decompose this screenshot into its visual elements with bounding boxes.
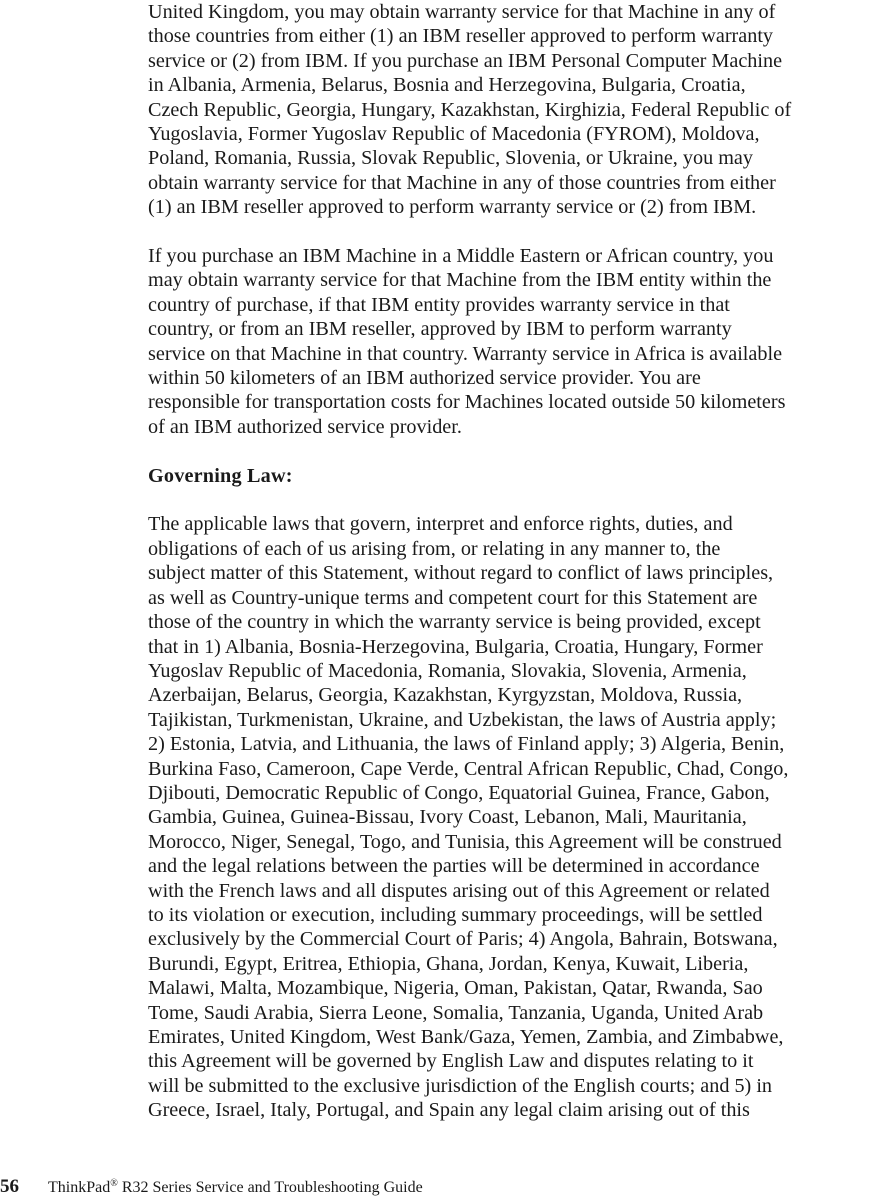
text-line: obligations of each of us arising from, or relating in any manner to, the <box>148 537 721 560</box>
text-line: Greece, Israel, Italy, Portugal, and Spain any legal claim arising out of this <box>148 1099 750 1122</box>
text-line: within 50 kilometers of an IBM authorized service provider. You are <box>148 367 701 390</box>
registered-mark: ® <box>110 1178 118 1189</box>
text-line: with the French laws and all disputes arising out of this Agreement or related <box>148 879 770 902</box>
text-line: Azerbaijan, Belarus, Georgia, Kazakhstan, Kyrgyzstan, Moldova, Russia, <box>148 684 743 707</box>
text-line: Tome, Saudi Arabia, Sierra Leone, Somalia, Tanzania, Uganda, United Arab <box>148 1001 764 1024</box>
text-line: that in 1) Albania, Bosnia-Herzegovina, Bulgaria, Croatia, Hungary, Former <box>148 635 763 658</box>
text-line: 2) Estonia, Latvia, and Lithuania, the laws of Finland apply; 3) Algeria, Benin, <box>148 733 785 756</box>
text-line: The applicable laws that govern, interpret and enforce rights, duties, and <box>148 513 733 536</box>
text-line: If you purchase an IBM Machine in a Middle Eastern or African country, you <box>148 245 774 268</box>
text-line: Burundi, Egypt, Eritrea, Ethiopia, Ghana, Jordan, Kenya, Kuwait, Liberia, <box>148 952 749 975</box>
text-line: country, or from an IBM reseller, approved by IBM to perform warranty <box>148 318 732 341</box>
text-line: Tajikistan, Turkmenistan, Ukraine, and Uzbekistan, the laws of Austria apply; <box>148 708 777 731</box>
text-line: Burkina Faso, Cameroon, Cape Verde, Central African Republic, Chad, Congo, <box>148 757 789 780</box>
paragraph-spacer <box>148 220 885 244</box>
text-line: in Albania, Armenia, Belarus, Bosnia and Herzegovina, Bulgaria, Croatia, <box>148 74 746 97</box>
text-line: obtain warranty service for that Machine in any of those countries from either <box>148 171 776 194</box>
paragraph-spacer <box>148 439 885 463</box>
text-line: Yugoslavia, Former Yugoslav Republic of Macedonia (FYROM), Moldova, <box>148 123 760 146</box>
text-line: as well as Country-unique terms and competent court for this Statement are <box>148 586 758 609</box>
text-line: country of purchase, if that IBM entity provides warranty service in that <box>148 293 730 316</box>
text-line: Gambia, Guinea, Guinea-Bissau, Ivory Coast, Lebanon, Mali, Mauritania, <box>148 806 747 829</box>
paragraph-spacer <box>148 488 885 512</box>
text-line: Malawi, Malta, Mozambique, Nigeria, Oman, Pakistan, Qatar, Rwanda, Sao <box>148 977 763 1000</box>
page-number: 56 <box>0 1176 19 1197</box>
text-line: subject matter of this Statement, without regard to conflict of laws principles, <box>148 562 774 585</box>
paragraph-middle-east-africa <box>148 244 885 439</box>
text-line: Yugoslav Republic of Macedonia, Romania, Slovakia, Slovenia, Armenia, <box>148 659 747 682</box>
text-line: Poland, Romania, Russia, Slovak Republic, Slovenia, or Ukraine, you may <box>148 147 753 170</box>
text-line: to its violation or execution, including summary proceedings, will be settled <box>148 903 763 926</box>
text-line: Djibouti, Democratic Republic of Congo, Equatorial Guinea, France, Gabon, <box>148 781 770 804</box>
text-line: United Kingdom, you may obtain warranty service for that Machine in any of <box>148 1 776 23</box>
text-line: exclusively by the Commercial Court of Paris; 4) Angola, Bahrain, Botswana, <box>148 928 778 951</box>
text-line: and the legal relations between the parties will be determined in accordance <box>148 855 760 878</box>
text-line: Morocco, Niger, Senegal, Togo, and Tunisia, this Agreement will be construed <box>148 830 782 853</box>
running-title-brand: ThinkPad <box>48 1179 111 1196</box>
text-line: responsible for transportation costs for Machines located outside 50 kilometers <box>148 391 786 414</box>
text-line: will be submitted to the exclusive jurisdiction of the English courts; and 5) in <box>148 1074 773 1097</box>
text-line: Czech Republic, Georgia, Hungary, Kazakhstan, Kirghizia, Federal Republic of <box>148 98 792 121</box>
text-line: those countries from either (1) an IBM reseller approved to perform warranty <box>148 25 774 48</box>
running-title-text: R32 Series Service and Troubleshooting Guide <box>117 1179 423 1196</box>
running-title <box>48 1176 423 1200</box>
text-line: may obtain warranty service for that Machine from the IBM entity within the <box>148 269 772 292</box>
paragraph-warranty-service-countries <box>148 0 885 220</box>
document-body <box>148 0 885 1123</box>
page-footer <box>0 1175 885 1199</box>
paragraph-governing-law <box>148 512 885 1122</box>
text-line: (1) an IBM reseller approved to perform warranty service or (2) from IBM. <box>148 196 757 219</box>
text-line: this Agreement will be governed by English Law and disputes relating to it <box>148 1050 754 1073</box>
text-line: service or (2) from IBM. If you purchase an IBM Personal Computer Machine <box>148 49 783 72</box>
text-line: of an IBM authorized service provider. <box>148 415 462 438</box>
text-line: those of the country in which the warranty service is being provided, except <box>148 611 761 634</box>
section-heading: Governing Law: <box>148 464 293 487</box>
text-line: service on that Machine in that country. Warranty service in Africa is available <box>148 342 783 365</box>
text-line: Emirates, United Kingdom, West Bank/Gaza, Yemen, Zambia, and Zimbabwe, <box>148 1026 784 1049</box>
